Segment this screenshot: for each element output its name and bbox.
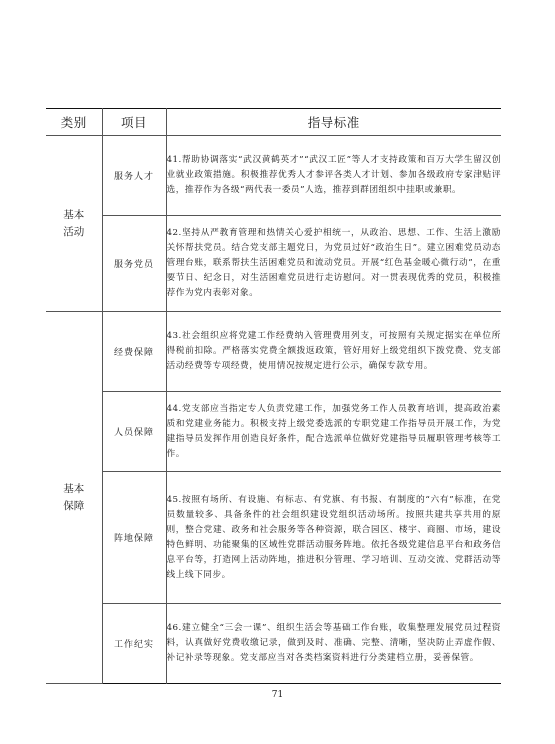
table-row [46,312,501,392]
standard-cell: 41.帮助协调落实“武汉黄鹤英才”“武汉工匠”等人才支持政策和百万大学生留汉创业就业政策措施。积极推荐优秀人才参评各类人才计划、参加各级政府专家津贴评选，推荐作为各级“两代表一委员”人选，推荐到群团组织中挂职或兼职。 [166,136,501,216]
guidance-standards-table [46,108,501,684]
page-number: 71 [271,690,284,700]
category-cell-basic-guarantees [46,312,102,684]
item-cell: 服务人才 [102,136,166,216]
header-standard: 指导标准 [166,109,501,136]
header-category: 类别 [46,109,102,136]
category-line: 保障 [63,499,85,512]
category-line: 基本 [63,208,85,221]
category-line: 活动 [63,225,85,238]
header-item: 项目 [102,109,166,136]
item-cell: 工作纪实 [102,604,166,684]
table-header-row [46,109,501,136]
item-cell: 人员保障 [102,392,166,472]
table-row [46,136,501,216]
standard-cell: 43.社会组织应将党建工作经费纳入管理费用列支，可按照有关规定据实在单位所得税前扣除。严格落实党费全额拨返政策，管好用好上级党组织下拨党费、党支部活动经费等专项经费，使用情况按规定进行公示，确保专款专用。 [166,312,501,392]
item-cell: 服务党员 [102,216,166,312]
category-cell-basic-activities [46,136,102,312]
standard-cell: 46.建立健全“三会一课”、组织生活会等基础工作台账，收集整理发展党员过程资料，认真做好党费收缴记录，做到及时、准确、完整、清晰，坚决防止弄虚作假、补记补录等现象。党支部应当对各类档案资料进行分类建档立册，妥善保管。 [166,604,501,684]
table-row [46,392,501,472]
item-cell: 经费保障 [102,312,166,392]
standard-cell: 45.按照有场所、有设施、有标志、有党旗、有书报、有制度的“六有”标准，在党员数量较多、具备条件的社会组织建设党组织活动场所。按照共建共享共用的原则，整合党建、政务和社会服务等各种资源，联合园区、楼宇、商圈、市场，建设特色鲜明、功能聚集的区域性党群活动服务阵地。依托各级党建信息平台和政务信息平台等，打造网上活动阵地，推进积分管理、学习培训、互动交流、党群活动等线上线下同步。 [166,472,501,604]
standard-cell: 44.党支部应当指定专人负责党建工作，加强党务工作人员教育培训，提高政治素质和党建业务能力。积极支持上级党委选派的专职党建工作指导员开展工作，为党建指导员发挥作用创造良好条件，配合选派单位做好党建指导员履职管理考核等工作。 [166,392,501,472]
table-row [46,216,501,312]
standard-cell: 42.坚持从严教育管理和热情关心爱护相统一，从政治、思想、工作、生活上激励关怀帮扶党员。结合党支部主题党日，为党员过好“政治生日”。建立困难党员动态管理台账，联系帮扶生活困难党员和流动党员。开展“红色基金暖心微行动”，在重要节日、纪念日，对生活困难党员进行走访慰问。对一贯表现优秀的党员，积极推荐作为党内表彰对象。 [166,216,501,312]
table-row [46,604,501,684]
category-line: 基本 [63,482,85,495]
table-row [46,472,501,604]
item-cell: 阵地保障 [102,472,166,604]
